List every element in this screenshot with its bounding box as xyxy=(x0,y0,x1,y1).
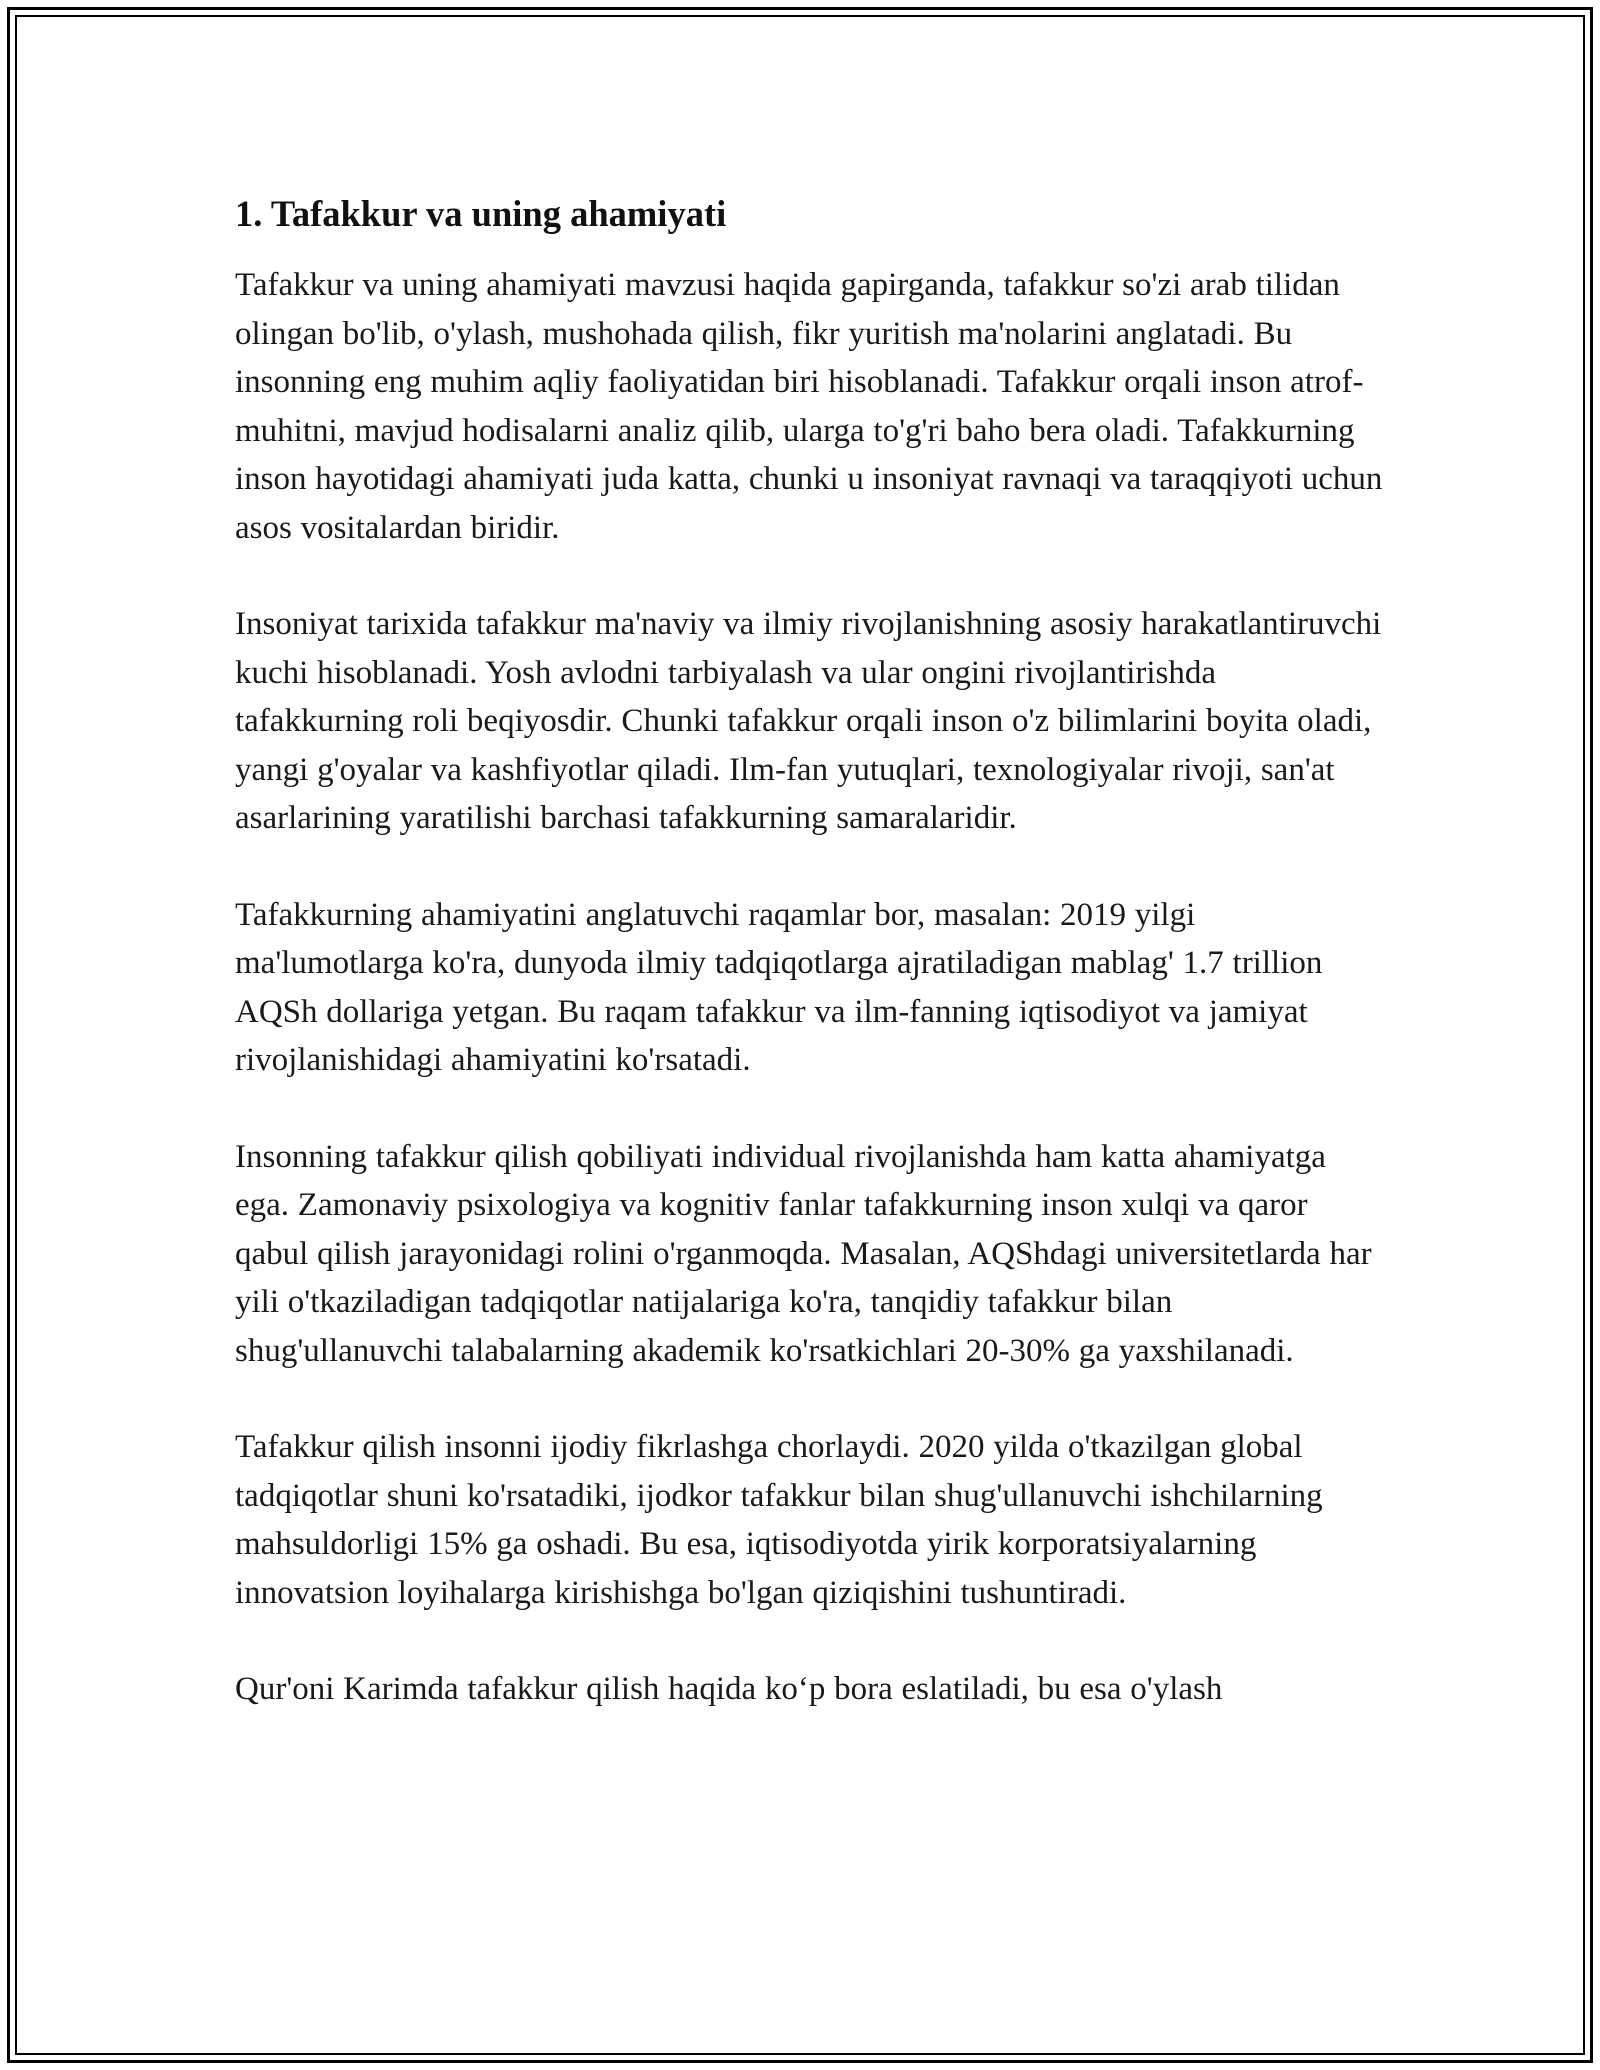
paragraph-6: Qur'oni Karimda tafakkur qilish haqida ko‘p bora eslatiladi, bu esa o'ylash xyxy=(235,1671,1223,1707)
paragraph-3: Tafakkurning ahamiyatini anglatuvchi raqamlar bor, masalan: 2019 yilgi ma'lumotlarga ko'ra, dunyoda ilmiy tadqiqotlarga ajratiladigan mablag' 1.7 trillion AQSh dollariga yetgan. Bu raqam tafakkur va ilm-fanning iqtisodiyot va jamiyat rivojlanishidagi ahamiyatini ko'rsatadi. xyxy=(235,896,1323,1078)
paragraph-2: Insoniyat tarixida tafakkur ma'naviy va ilmiy rivojlanishning asosiy harakatlantiruvchi kuchi hisoblanadi. Yosh avlodni tarbiyalash va ular ongini rivojlantirishda tafakkurning roli beqiyosdir. Chunki tafakkur orqali inson o'z bilimlarini boyita oladi, yangi g'oyalar va kashfiyotlar qiladi. Ilm-fan yutuqlari, texnologiyalar rivoji, san'at asarlarining yaratilishi barchasi tafakkurning samaralaridir. xyxy=(235,606,1382,836)
paragraph-5: Tafakkur qilish insonni ijodiy fikrlashga chorlaydi. 2020 yilda o'tkazilgan global tadqiqotlar shuni ko'rsatadiki, ijodkor tafakkur bilan shug'ullanuvchi ishchilarning mahsuldorligi 15% ga oshadi. Bu esa, iqtisodiyotda yirik korporatsiyalarning innovatsion loyihalarga kirishishga bo'lgan qiziqishini tushuntiradi. xyxy=(235,1429,1323,1611)
paragraph-4: Insonning tafakkur qilish qobiliyati individual rivojlanishda ham katta ahamiyatga ega. Zamonaviy psixologiya va kognitiv fanlar tafakkurning inson xulqi va qaror qabul qilish jarayonidagi rolini o'rganmoqda. Masalan, AQShdagi universitetlarda har yili o'tkaziladigan tadqiqotlar natijalariga ko'ra, tanqidiy tafakkur bilan shug'ullanuvchi talabalarning akademik ko'rsatkichlari 20-30% ga yaxshilanadi. xyxy=(235,1138,1372,1369)
document-body xyxy=(235,186,1385,1762)
paragraph-1: Tafakkur va uning ahamiyati mavzusi haqida gapirganda, tafakkur so'zi arab tilidan olingan bo'lib, o'ylash, mushohada qilish, fikr yuritish ma'nolarini anglatadi. Bu insonning eng muhim aqliy faoliyatidan biri hisoblanadi. Tafakkur orqali inson atrof-muhitni, mavjud hodisalarni analiz qilib, ularga to'g'ri baho bera oladi. Tafakkurning inson hayotidagi ahamiyati juda katta, chunki u insoniyat ravnaqi va taraqqiyoti uchun asos vositalardan biridir. xyxy=(235,267,1383,546)
section-heading: 1. Tafakkur va uning ahamiyati xyxy=(235,193,727,234)
